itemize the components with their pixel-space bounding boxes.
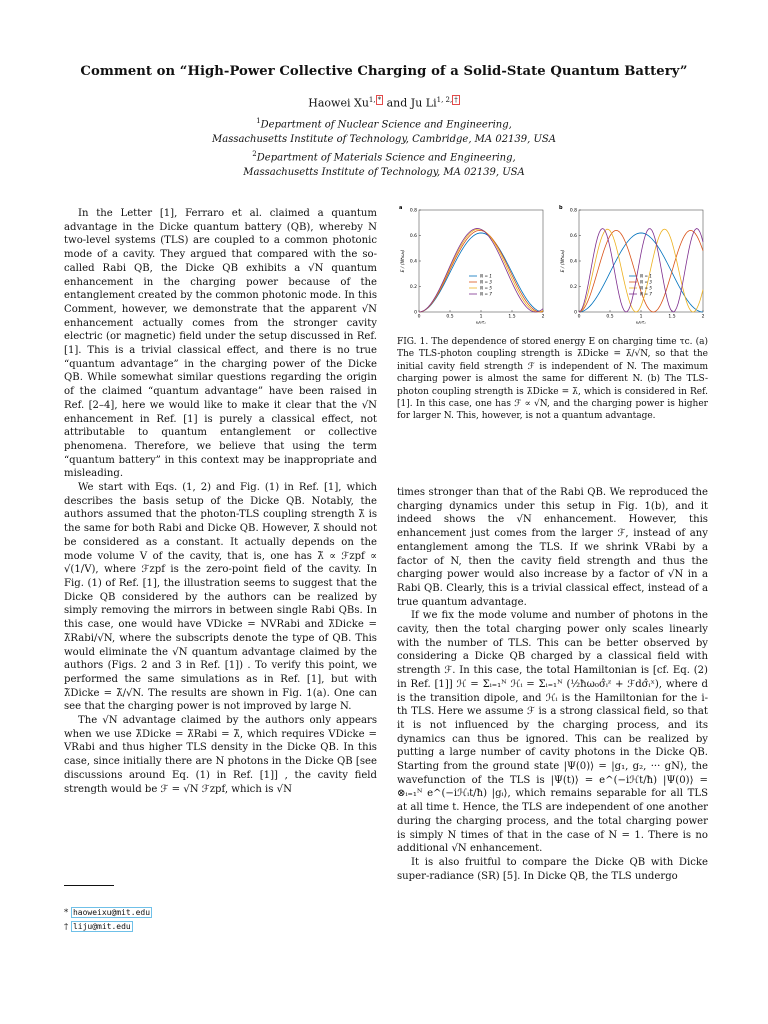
x-tick-label: 0.5 xyxy=(606,314,614,320)
figure-caption: FIG. 1. The dependence of stored energy E on charging time τc. (a) The TLS-photon coupling strength is λ̃Dicke = λ̃/√N, so that the initial cavity field strength ℱ is independent of N. The maximum charging power is almost the same for different N. (b) The TLS-photon coupling strength is λ̃Dicke = λ̃, which is considered in Ref. [1]. In this case, one has ℱ ∝ √N, and the charging power is higher for larger N. This, however, is not a quantum advantage. xyxy=(397,337,708,422)
series-line xyxy=(419,233,543,312)
y-axis-label: E / (Nħω₀) xyxy=(561,249,566,273)
paper-title: Comment on “High-Power Collective Charging of a Solid-State Quantum Battery” xyxy=(80,64,688,79)
legend-entry: N = 5 xyxy=(640,285,652,291)
legend-entry: N = 7 xyxy=(480,291,492,297)
body-paragraph: times stronger than that of the Rabi QB. We reproduced the charging dynamics under this setup in Fig. 1(b), and it indeed shows the √N enhancement. However, this enhancement just comes from the larger ℱ, instead of any entanglement among the TLS. If we shrink VRabi by a factor of N, then the cavity field strength and thus the charging power would also increase by a factor of √N in a Rabi QB. Clearly, this is a trivial classical effect, instead of a true quantum advantage. xyxy=(397,487,708,608)
email-link[interactable]: haoweixu@mit.edu xyxy=(72,908,151,917)
figure-1 xyxy=(397,200,709,325)
footnote: † liju@mit.edu xyxy=(64,922,131,932)
x-tick-label: 0.5 xyxy=(446,314,454,320)
legend-entry: N = 3 xyxy=(480,279,492,285)
y-tick-label: 0.2 xyxy=(409,285,417,290)
x-tick-label: 1 xyxy=(479,314,483,320)
footnotes xyxy=(64,906,152,934)
y-tick-label: 0.8 xyxy=(569,208,577,214)
y-tick-label: 0.6 xyxy=(569,234,577,239)
y-tick-label: 0.6 xyxy=(409,234,417,239)
affiliation-line: Massachusetts Institute of Technology, MA 02139, USA xyxy=(243,166,525,178)
series-line xyxy=(419,229,543,312)
plot-frame xyxy=(579,210,703,312)
body-paragraph: We start with Eqs. (1, 2) and Fig. (1) in Ref. [1], which describes the basis setup of the Dicke QB. Notably, the authors assumed that the photon-TLS coupling strength λ̃ is the same for both Rabi and Dicke QB. However, λ̃ should not be considered as a constant. It actually depends on the mode volume V of the cavity, that is, one has λ̃ ∝ ℱzpf ∝ √(1/V), where ℱzpf is the zero-point field of the cavity. In Fig. (1) of Ref. [1], the illustration seems to suggest that the Dicke QB considered by the authors can be realized by simply removing the mirrors in between single Rabi QBs. In this case, one would have VDicke = NVRabi and λ̃Dicke = λ̃Rabi/√N, where the subscripts denote the type of QB. This would eliminate the √N quantum advantage claimed by the authors (Figs. 2 and 3 in Ref. [1]) . To verify this point, we performed the same simulations as in Ref. [1], but with λ̃Dicke = λ̃/√N. The results are shown in Fig. 1(a). One can see that the charging power is not improved by large N. xyxy=(64,482,377,713)
x-axis-label: ω₀τ꜀ xyxy=(636,320,646,325)
affiliation-line: $^2$Department of Materials Science and Engineering, xyxy=(252,150,516,164)
x-tick-label: 2 xyxy=(541,314,545,320)
body-paragraph: If we fix the mode volume and number of photons in the cavity, then the total charging power only scales linearly with the number of TLS. This can be better observed by considering a Dicke QB charged by a classical field with strength ℱ. In this case, the total Hamiltonian is [cf. Eq. (2) in Ref. [1]] ℋ = Σᵢ₌₁ᴺ ℋᵢ = Σᵢ₌₁ᴺ (½ħω₀σ̂ᵢᶻ + ℱdσ̂ᵢˣ), where d is the transition dipole, and ℋᵢ is the Hamiltonian for the i-th TLS. Here we assume ℱ is a strong classical field, so that it is not influenced by the charging process, and its dynamics can thus be ignored. This can be realized by putting a large number of cavity photons in the Dicke QB. Starting from the ground state |Ψ(0)⟩ = |g₁, g₂, ··· gN⟩, the wavefunction of the TLS is |Ψ(t)⟩ = e^(−iℋt/ħ) |Ψ(0)⟩ = ⊗ᵢ₌₁ᴺ e^(−iℋᵢt/ħ) |gᵢ⟩, which remains separable for all TLS at all time t. Hence, the TLS are independent of one another during the charging process, and the total charging power is simply N times of that in the case of N = 1. There is no additional √N enhancement. xyxy=(397,610,708,855)
affiliation-number: 1 xyxy=(256,117,261,125)
x-tick-label: 1 xyxy=(639,314,643,320)
plot-frame xyxy=(419,210,543,312)
series-line xyxy=(419,230,543,312)
left-column xyxy=(64,207,377,796)
affiliation-line: Massachusetts Institute of Technology, Cambridge, MA 02139, USA xyxy=(212,133,556,145)
affiliation-number: 2 xyxy=(252,150,257,159)
y-tick-label: 0.4 xyxy=(409,259,417,265)
figure-1-plots xyxy=(397,200,709,325)
legend-entry: N = 1 xyxy=(480,273,492,279)
panel-label: a xyxy=(399,205,403,211)
author-name: Ju Li xyxy=(410,96,437,110)
y-tick-label: 0.4 xyxy=(569,259,577,265)
email-link[interactable]: liju@mit.edu xyxy=(72,922,131,931)
x-axis-label: ω₀τ꜀ xyxy=(476,320,486,325)
body-paragraph: In the Letter [1], Ferraro et al. claimed a quantum advantage in the Dicke quantum battery (QB), whereby N two-level systems (TLS) are coupled to a common photonic mode of a cavity. They argued that compared with the so-called Rabi QB, the Dicke QB exhibits a √N quantum enhancement in the charging power because of the entanglement created by the common photonic mode. In this Comment, however, we demonstrate that the apparent √N enhancement actually comes from the stronger cavity electric (or magnetic) field under the setup discussed in Ref. [1]. This is a trivial classical effect, and there is no true “quantum advantage” in the charging power of the Dicke QB. While somewhat similar questions regarding the origin of the claimed “quantum advantage” have been raised in Ref. [2–4], here we would like to make it clear that the √N enhancement in Ref. [1] is purely a classical effect, not attributable to quantum entanglement or collective phenomena. Therefore, we believe that using the term “quantum battery” in this context may be inappropriate and misleading. xyxy=(64,208,377,480)
author-affil-mark: 1, 2, xyxy=(436,96,453,104)
body-paragraph: It is also fruitful to compare the Dicke QB with Dicke super-radiance (SR) [5]. In Dicke QB, the TLS undergo xyxy=(397,856,708,882)
footnote-link[interactable]: * xyxy=(377,96,382,104)
series-line xyxy=(419,229,543,312)
footnote-rule xyxy=(64,885,114,886)
x-tick-label: 2 xyxy=(701,314,705,320)
x-tick-label: 0 xyxy=(577,314,581,320)
y-tick-label: 0 xyxy=(574,310,577,316)
y-axis-label: E / (Nħω₀) xyxy=(401,249,406,273)
series-line xyxy=(579,230,703,312)
y-tick-label: 0.2 xyxy=(569,285,577,290)
y-tick-label: 0 xyxy=(414,310,417,316)
footnote: * haoweixu@mit.edu xyxy=(64,908,151,918)
x-tick-label: 0 xyxy=(417,314,421,320)
legend-entry: N = 1 xyxy=(640,273,652,279)
author-name: Haowei Xu xyxy=(308,96,369,110)
y-tick-label: 0.8 xyxy=(409,208,417,214)
footnote-link[interactable]: † xyxy=(454,96,458,104)
legend-entry: N = 7 xyxy=(640,291,652,297)
author-conjunction: and xyxy=(386,96,408,110)
panel-label: b xyxy=(559,205,563,211)
author-affil-mark: 1, xyxy=(368,96,376,104)
affiliations xyxy=(40,114,728,180)
x-tick-label: 1.5 xyxy=(508,314,516,320)
author-line xyxy=(40,96,728,110)
legend-entry: N = 3 xyxy=(640,279,652,285)
body-paragraph: The √N advantage claimed by the authors only appears when we use λ̃Dicke = λ̃Rabi = λ̃, which requires VDicke = VRabi and thus higher TLS density in the Dicke QB. In this case, since initially there are N photons in the Dicke QB [see discussions around Eq. (1) in Ref. [1]] , the cavity field strength would be ℱ = √N ℱzpf, which is √N xyxy=(64,715,377,795)
legend-entry: N = 5 xyxy=(480,285,492,291)
right-column xyxy=(397,486,708,883)
affiliation-line: $^1$Department of Nuclear Science and Engineering, xyxy=(256,117,512,131)
x-tick-label: 1.5 xyxy=(668,314,676,320)
